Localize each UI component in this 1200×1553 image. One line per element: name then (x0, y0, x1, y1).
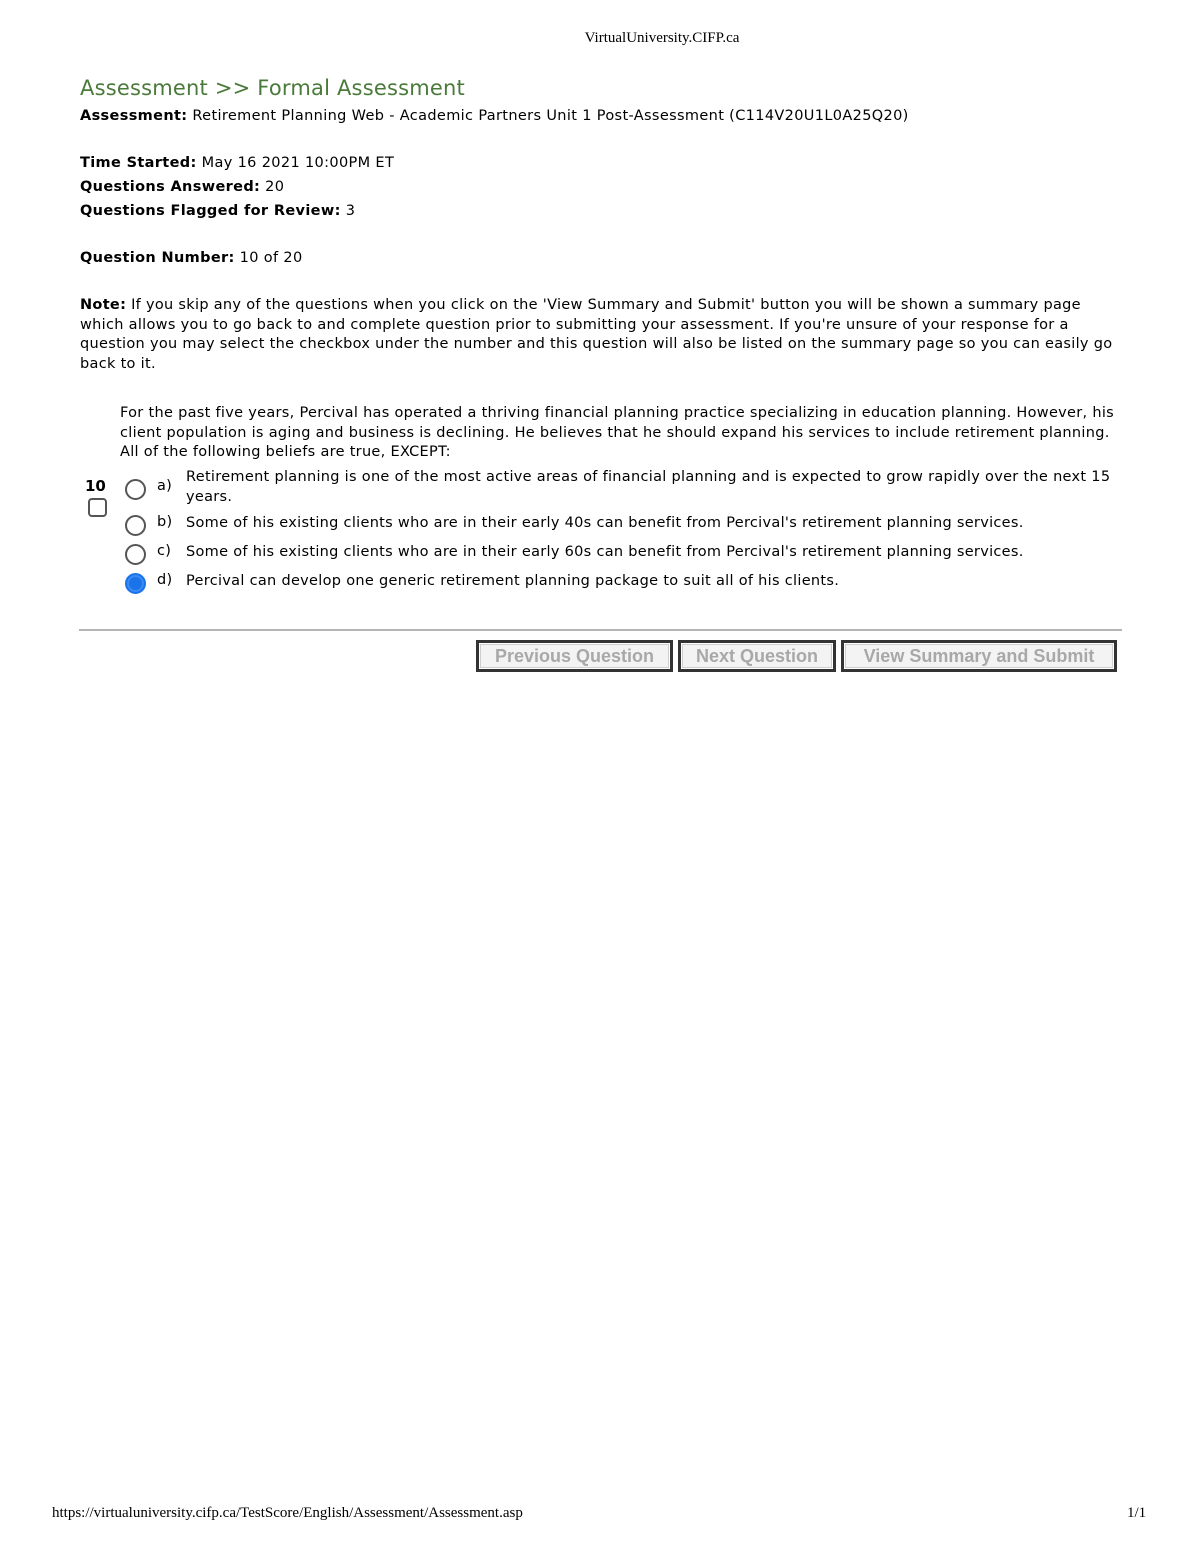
print-footer-page: 1/1 (1127, 1505, 1147, 1521)
next-question-button[interactable]: Next Question (678, 640, 836, 672)
questions-flagged-value: 3 (345, 203, 356, 219)
radio-a[interactable] (125, 479, 146, 500)
radio-b[interactable] (125, 515, 146, 536)
assessment-label: Assessment: (80, 108, 188, 124)
questions-flagged-line (80, 203, 355, 219)
time-started-line (80, 155, 394, 171)
option-letter-c: c) (157, 543, 172, 559)
option-text-a: Retirement planning is one of the most active areas of financial planning and is expected to grow rapidly over the next 15 years. (186, 469, 1111, 505)
note-text: If you skip any of the questions when you click on the 'View Summary and Submit' button you will be shown a summary page which allows you to go back to and complete question prior to submitting your assessment. If you're unsure of your response for a question you may select the checkbox under the number and this question will also be listed on the summary page so you can easily go back to it. (80, 297, 1113, 372)
note (80, 296, 1125, 374)
previous-question-button[interactable]: Previous Question (476, 640, 673, 672)
radio-d[interactable] (125, 573, 146, 594)
question-stem: For the past five years, Percival has operated a thriving financial planning practice specializing in education planning. However, his client population is aging and business is declining. He believes that he should expand his services to include retirement planning. All of the following beliefs are true, EXCEPT: (120, 405, 1115, 460)
assessment-value: Retirement Planning Web - Academic Partners Unit 1 Post-Assessment (C114V20U1L0A25Q20) (192, 108, 909, 124)
option-text-b: Some of his existing clients who are in their early 40s can benefit from Percival's retirement planning services. (186, 515, 1024, 531)
view-summary-submit-button[interactable]: View Summary and Submit (841, 640, 1117, 672)
time-started-label: Time Started: (80, 155, 197, 171)
flag-for-review-checkbox[interactable] (88, 498, 107, 517)
option-text-d: Percival can develop one generic retirement planning package to suit all of his clients. (186, 573, 840, 589)
question-number-value: 10 of 20 (239, 250, 303, 266)
question-index: 10 (85, 477, 106, 495)
option-letter-d: d) (157, 572, 173, 588)
questions-flagged-label: Questions Flagged for Review: (80, 203, 341, 219)
questions-answered-label: Questions Answered: (80, 179, 261, 195)
radio-c[interactable] (125, 544, 146, 565)
page-title: Assessment >> Formal Assessment (80, 76, 465, 100)
time-started-value: May 16 2021 10:00PM ET (201, 155, 395, 171)
divider (79, 629, 1122, 631)
option-text-c: Some of his existing clients who are in their early 60s can benefit from Percival's retirement planning services. (186, 544, 1024, 560)
questions-answered-line (80, 179, 284, 195)
print-footer-url: https://virtualuniversity.cifp.ca/TestScore/English/Assessment/Assessment.asp (52, 1505, 523, 1521)
note-label: Note: (80, 297, 127, 313)
option-letter-a: a) (157, 478, 173, 494)
print-header: VirtualUniversity.CIFP.ca (584, 30, 740, 46)
option-letter-b: b) (157, 514, 173, 530)
questions-answered-value: 20 (265, 179, 285, 195)
assessment-line (80, 108, 909, 124)
question-number-line (80, 250, 303, 266)
question-number-label: Question Number: (80, 250, 235, 266)
